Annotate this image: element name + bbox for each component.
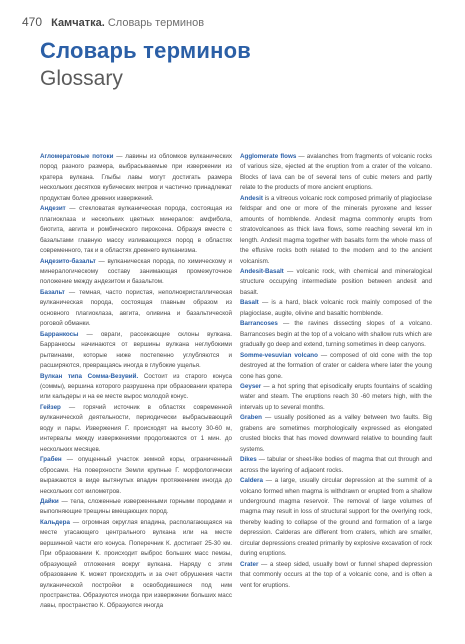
- glossary-entry: [40, 403, 232, 455]
- glossary-entry: [240, 298, 432, 319]
- glossary-entry: [240, 455, 432, 476]
- glossary-term: Andesit: [240, 194, 263, 202]
- glossary-entry: [40, 455, 232, 497]
- glossary-definition: — a large, usually circular depression at the summit of a volcano formed when magma is withdrawn or erupted from a shallow underground magma reservoir. The removal of large volumes of magma may result in loss of structural support for the overlying rock, thereby leading to collapse of the ground and formation of a large depression. Calderas are different from craters, which are smaller, circular depressions created primarily by explosive excavation of rock during eruptions.: [240, 477, 432, 558]
- page-title-english: Glossary: [40, 67, 123, 90]
- glossary-entry: [40, 204, 232, 256]
- glossary-entry: [240, 476, 432, 560]
- glossary-term: Дайки: [40, 497, 59, 505]
- glossary-entry: [240, 560, 432, 591]
- section-name-bold: Камчатка.: [51, 17, 105, 29]
- glossary-entry: [40, 152, 232, 204]
- glossary-definition: — вулканическая порода, по химическому и минералогическому составу занимающая промежуточное положение между андезитом и базальтом.: [40, 257, 232, 286]
- glossary-entry: [40, 288, 232, 330]
- glossary-definition: — огромная округлая впадина, располагающаяся на месте угасающего центрального вулкана или на месте вершинной части его конуса. Поперечник К. достигает 25-30 км. При образовании К. происходит выброс больших масс пемзы, образующей отложения вокруг вулкана. Наряду с этим образование К. может происходить и за счет обрушения части вулканической постройки в освободившиеся под ним пространства. Образуются иногда при извержении больших масс лавы, пространство К. Образуются иногда: [40, 518, 232, 610]
- glossary-term: Кальдера: [40, 518, 70, 526]
- glossary-entry: [40, 518, 232, 612]
- glossary-definition: — овраги, рассекающие склоны вулкана. Барранкосы начинаются от вершины вулкана неглубокими рытвинами, которые ниже постепенно углубляются и расширяются, превращаясь иногда в глубокие ущелья.: [40, 330, 232, 370]
- glossary-entry: [240, 319, 432, 350]
- glossary-definition: — avalanches from fragments of volcanic rocks of various size, ejected at the eruption from a crater of the volcano. Blocks of lava can be of several tens of cubic meters and partly relate to the products of more ancient eruptions.: [240, 153, 432, 192]
- glossary-definition: — стекловатая вулканическая порода, состоящая из плагиоклаза и нескольких цветных минералов: амфибола, биотита, авгита и ромбического пироксена. Образуя вместе с базальтами главную массу изливающихся пород в областях современного, так и в областях древнего вулканизма.: [40, 205, 232, 255]
- glossary-term: Гейзер: [40, 403, 61, 411]
- glossary-term: Андезито-базальт: [40, 257, 96, 265]
- page-number: 470: [22, 15, 43, 29]
- glossary-definition: — volcanic rock, with chemical and mineralogical structure occupying intermediate position between andesit and basalt.: [240, 267, 432, 296]
- glossary-definition: — темная, часто пористая, неполнокристаллическая вулканическая порода, состоящая главным образом из основного плагиоклаза, авгита, оливина и базальтической роговой обманки.: [40, 288, 232, 328]
- glossary-definition: — тела, сложенные изверженными горными породами и выполняющие трещины вмещающих пород.: [40, 497, 232, 516]
- glossary-definition: — a hot spring that episodically erupts fountains of scalding water and steam. The eruptions reach 30 -60 meters high, with the intervals up to several months.: [240, 382, 432, 411]
- glossary-definition: — usually positioned as a valley between two faults. Big grabens are sometimes morphologically expressed as elongated crusted blocks that has moved downward relative to bounding fault systems.: [240, 414, 432, 453]
- section-name: [51, 17, 204, 29]
- glossary-column-english: [240, 152, 432, 591]
- glossary-term: Graben: [240, 414, 262, 422]
- glossary-entry: [240, 152, 432, 194]
- glossary-definition: — the ravines dissecting slopes of a volcano. Barrancoses begin at the top of a volcano with shallow ruts which are gradually go deep and extend, turning sometimes in deep canyons.: [240, 320, 432, 349]
- glossary-entry: [40, 330, 232, 372]
- glossary-term: Barrancoses: [240, 320, 278, 328]
- glossary-term: Базальт: [40, 288, 65, 296]
- glossary-entry: [240, 194, 432, 267]
- glossary-term: Барранкосы: [40, 330, 79, 338]
- glossary-term: Вулкан типа Сомма-Везувий.: [40, 372, 139, 380]
- glossary-definition: — tabular or sheet-like bodies of magma that cut through and across the layering of adjacent rocks.: [240, 456, 432, 474]
- glossary-term: Агломератовые потоки: [40, 153, 114, 160]
- glossary-term: Somme-vesuvian volcano: [240, 351, 318, 359]
- glossary-definition: is a vitreous volcanic rock composed primarily of plagioclase feldspar and one or more of the minerals pyroxene and lesser amounts of hornblende. Andesit magma commonly erupts from stratovolcanoes as thick lava flows, some reaching several km in length. Andesit magma together with basalts form the whole mass of the effusive rocks both related to the modern and to the ancient volcanism.: [240, 194, 432, 265]
- glossary-definition: Состоит из старого конуса (соммы), вершина которого разрушена при образовании кратера или кальдеры и на ее месте вырос молодой конус.: [40, 372, 232, 401]
- glossary-term: Грабен: [40, 456, 62, 464]
- glossary-column-russian: [40, 152, 232, 612]
- glossary-definition: — composed of old cone with the top destroyed at the formation of crater or caldera where later the young cone has gone.: [240, 351, 432, 380]
- glossary-term: Geyser: [240, 382, 262, 390]
- glossary-definition: — is a hard, black volcanic rock mainly composed of the plagioclase, augite, olivine and basaltic hornblende.: [240, 299, 432, 317]
- page-title-russian: Словарь терминов: [40, 38, 251, 63]
- section-name-rest: Словарь терминов: [104, 17, 205, 29]
- glossary-entry: [40, 372, 232, 403]
- glossary-term: Crater: [240, 560, 259, 568]
- glossary-entry: [240, 382, 432, 413]
- glossary-entry: [240, 267, 432, 298]
- glossary-entry: [40, 257, 232, 288]
- glossary-term: Andesit-Basalt: [240, 267, 284, 275]
- glossary-term: Agglomerate flows: [240, 153, 297, 160]
- glossary-definition: — a steep sided, usually bowl or funnel shaped depression that commonly occurs at the top of a volcanic cone, and is often a vent for eruptions.: [240, 560, 432, 589]
- glossary-entry: [240, 413, 432, 455]
- glossary-definition: — лавины из обломков вулканических пород разного размера, выбрасываемые при извержении из кратера вулкана. Глыбы лавы могут достигать размера нескольких десятков кубических метров и частично принадлежат продуктам более древних извержений.: [40, 153, 232, 202]
- glossary-definition: — горячий источник в областях современной вулканической деятельности, периодически выбрасывающий воду и пары. Извержения Г. происходят на высоту 30-60 м, интервалы между извержениями продолжаются от 1 мин. до нескольких месяцев.: [40, 403, 232, 453]
- glossary-entry: [240, 351, 432, 382]
- glossary-definition: — опущенный участок земной коры, ограниченный сбросами. На поверхности Земли крупные Г. морфологически выражаются в виде вытянутых впадин протяжением иногда до нескольких сот километров.: [40, 456, 232, 495]
- glossary-term: Caldera: [240, 477, 263, 485]
- running-header: [22, 16, 204, 30]
- glossary-term: Андезит: [40, 205, 66, 213]
- glossary-entry: [40, 497, 232, 518]
- glossary-term: Dikes: [240, 456, 257, 464]
- glossary-term: Basalt: [240, 299, 259, 307]
